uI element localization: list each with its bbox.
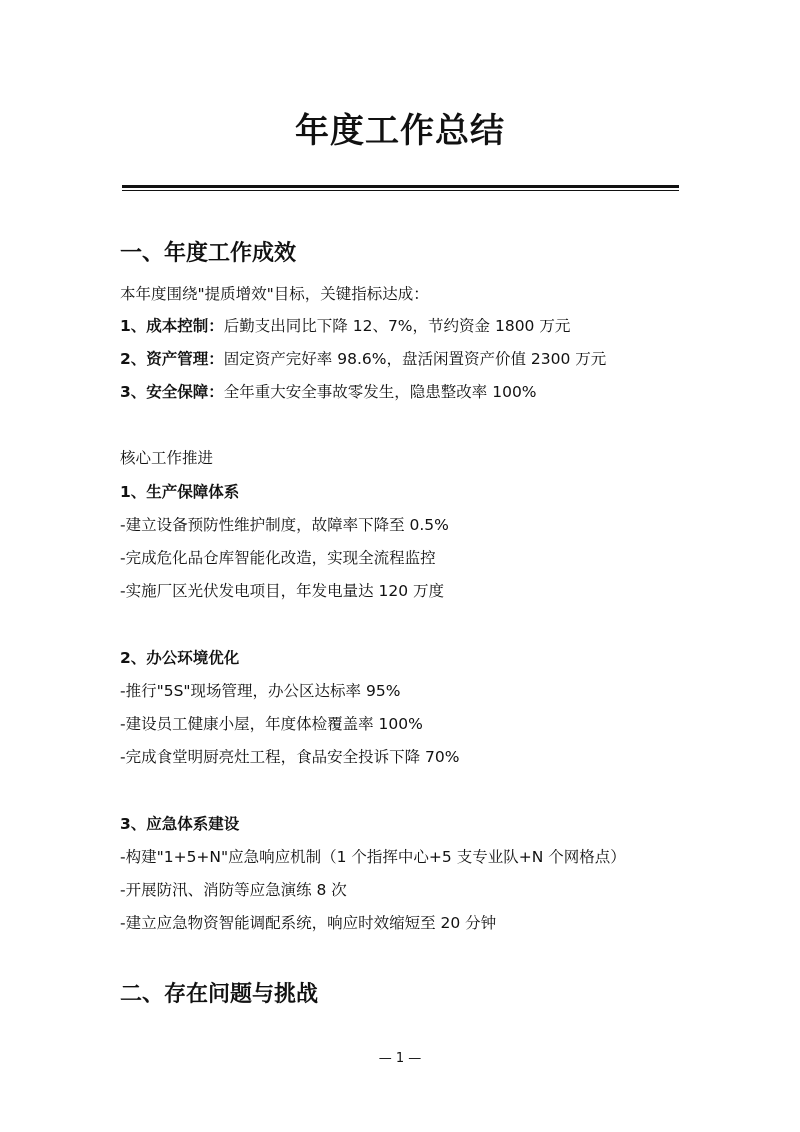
- section-heading-2: 二、存在问题与挑战: [120, 982, 319, 1007]
- metric-label: 2、资产管理：: [120, 350, 224, 368]
- list-item: -完成危化品仓库智能化改造，实现全流程监控: [120, 549, 436, 567]
- core-work-heading: 核心工作推进: [120, 449, 214, 467]
- section-heading-1: 一、年度工作成效: [120, 241, 297, 266]
- list-item: -开展防汛、消防等应急演练 8 次: [120, 881, 347, 899]
- list-item: -推行"5S"现场管理，办公区达标率 95%: [120, 682, 401, 700]
- list-item: -实施厂区光伏发电项目，年发电量达 120 万度: [120, 582, 445, 600]
- list-item: -构建"1+5+N"应急响应机制（1 个指挥中心+5 支专业队+N 个网格点）: [120, 848, 626, 866]
- group-heading: 2、办公环境优化: [120, 649, 240, 667]
- metric-text: 固定资产完好率 98.6%，盘活闲置资产价值 2300 万元: [223, 350, 607, 368]
- metric-text: 全年重大安全事故零发生，隐患整改率 100%: [223, 383, 537, 401]
- metric-text: 后勤支出同比下降 12、7%，节约资金 1800 万元: [223, 317, 571, 335]
- group-heading: 3、应急体系建设: [120, 815, 240, 833]
- metric-label: 1、成本控制：: [120, 317, 224, 335]
- metric-item: [120, 314, 570, 338]
- metric-item: [120, 347, 606, 371]
- list-item: -完成食堂明厨亮灶工程，食品安全投诉下降 70%: [120, 748, 460, 766]
- metric-item: [120, 380, 537, 404]
- metric-label: 3、安全保障：: [120, 383, 224, 401]
- page-title: 年度工作总结: [295, 111, 505, 151]
- list-item: -建立设备预防性维护制度，故障率下降至 0.5%: [120, 516, 449, 534]
- page-number: — 1 —: [378, 1051, 422, 1066]
- group-heading: 1、生产保障体系: [120, 483, 240, 501]
- section1-intro: 本年度围绕"提质增效"目标，关键指标达成：: [120, 285, 429, 303]
- list-item: -建设员工健康小屋，年度体检覆盖率 100%: [120, 715, 423, 733]
- list-item: -建立应急物资智能调配系统，响应时效缩短至 20 分钟: [120, 914, 497, 932]
- title-rule-thick: [122, 185, 679, 188]
- title-rule-thin: [122, 190, 679, 191]
